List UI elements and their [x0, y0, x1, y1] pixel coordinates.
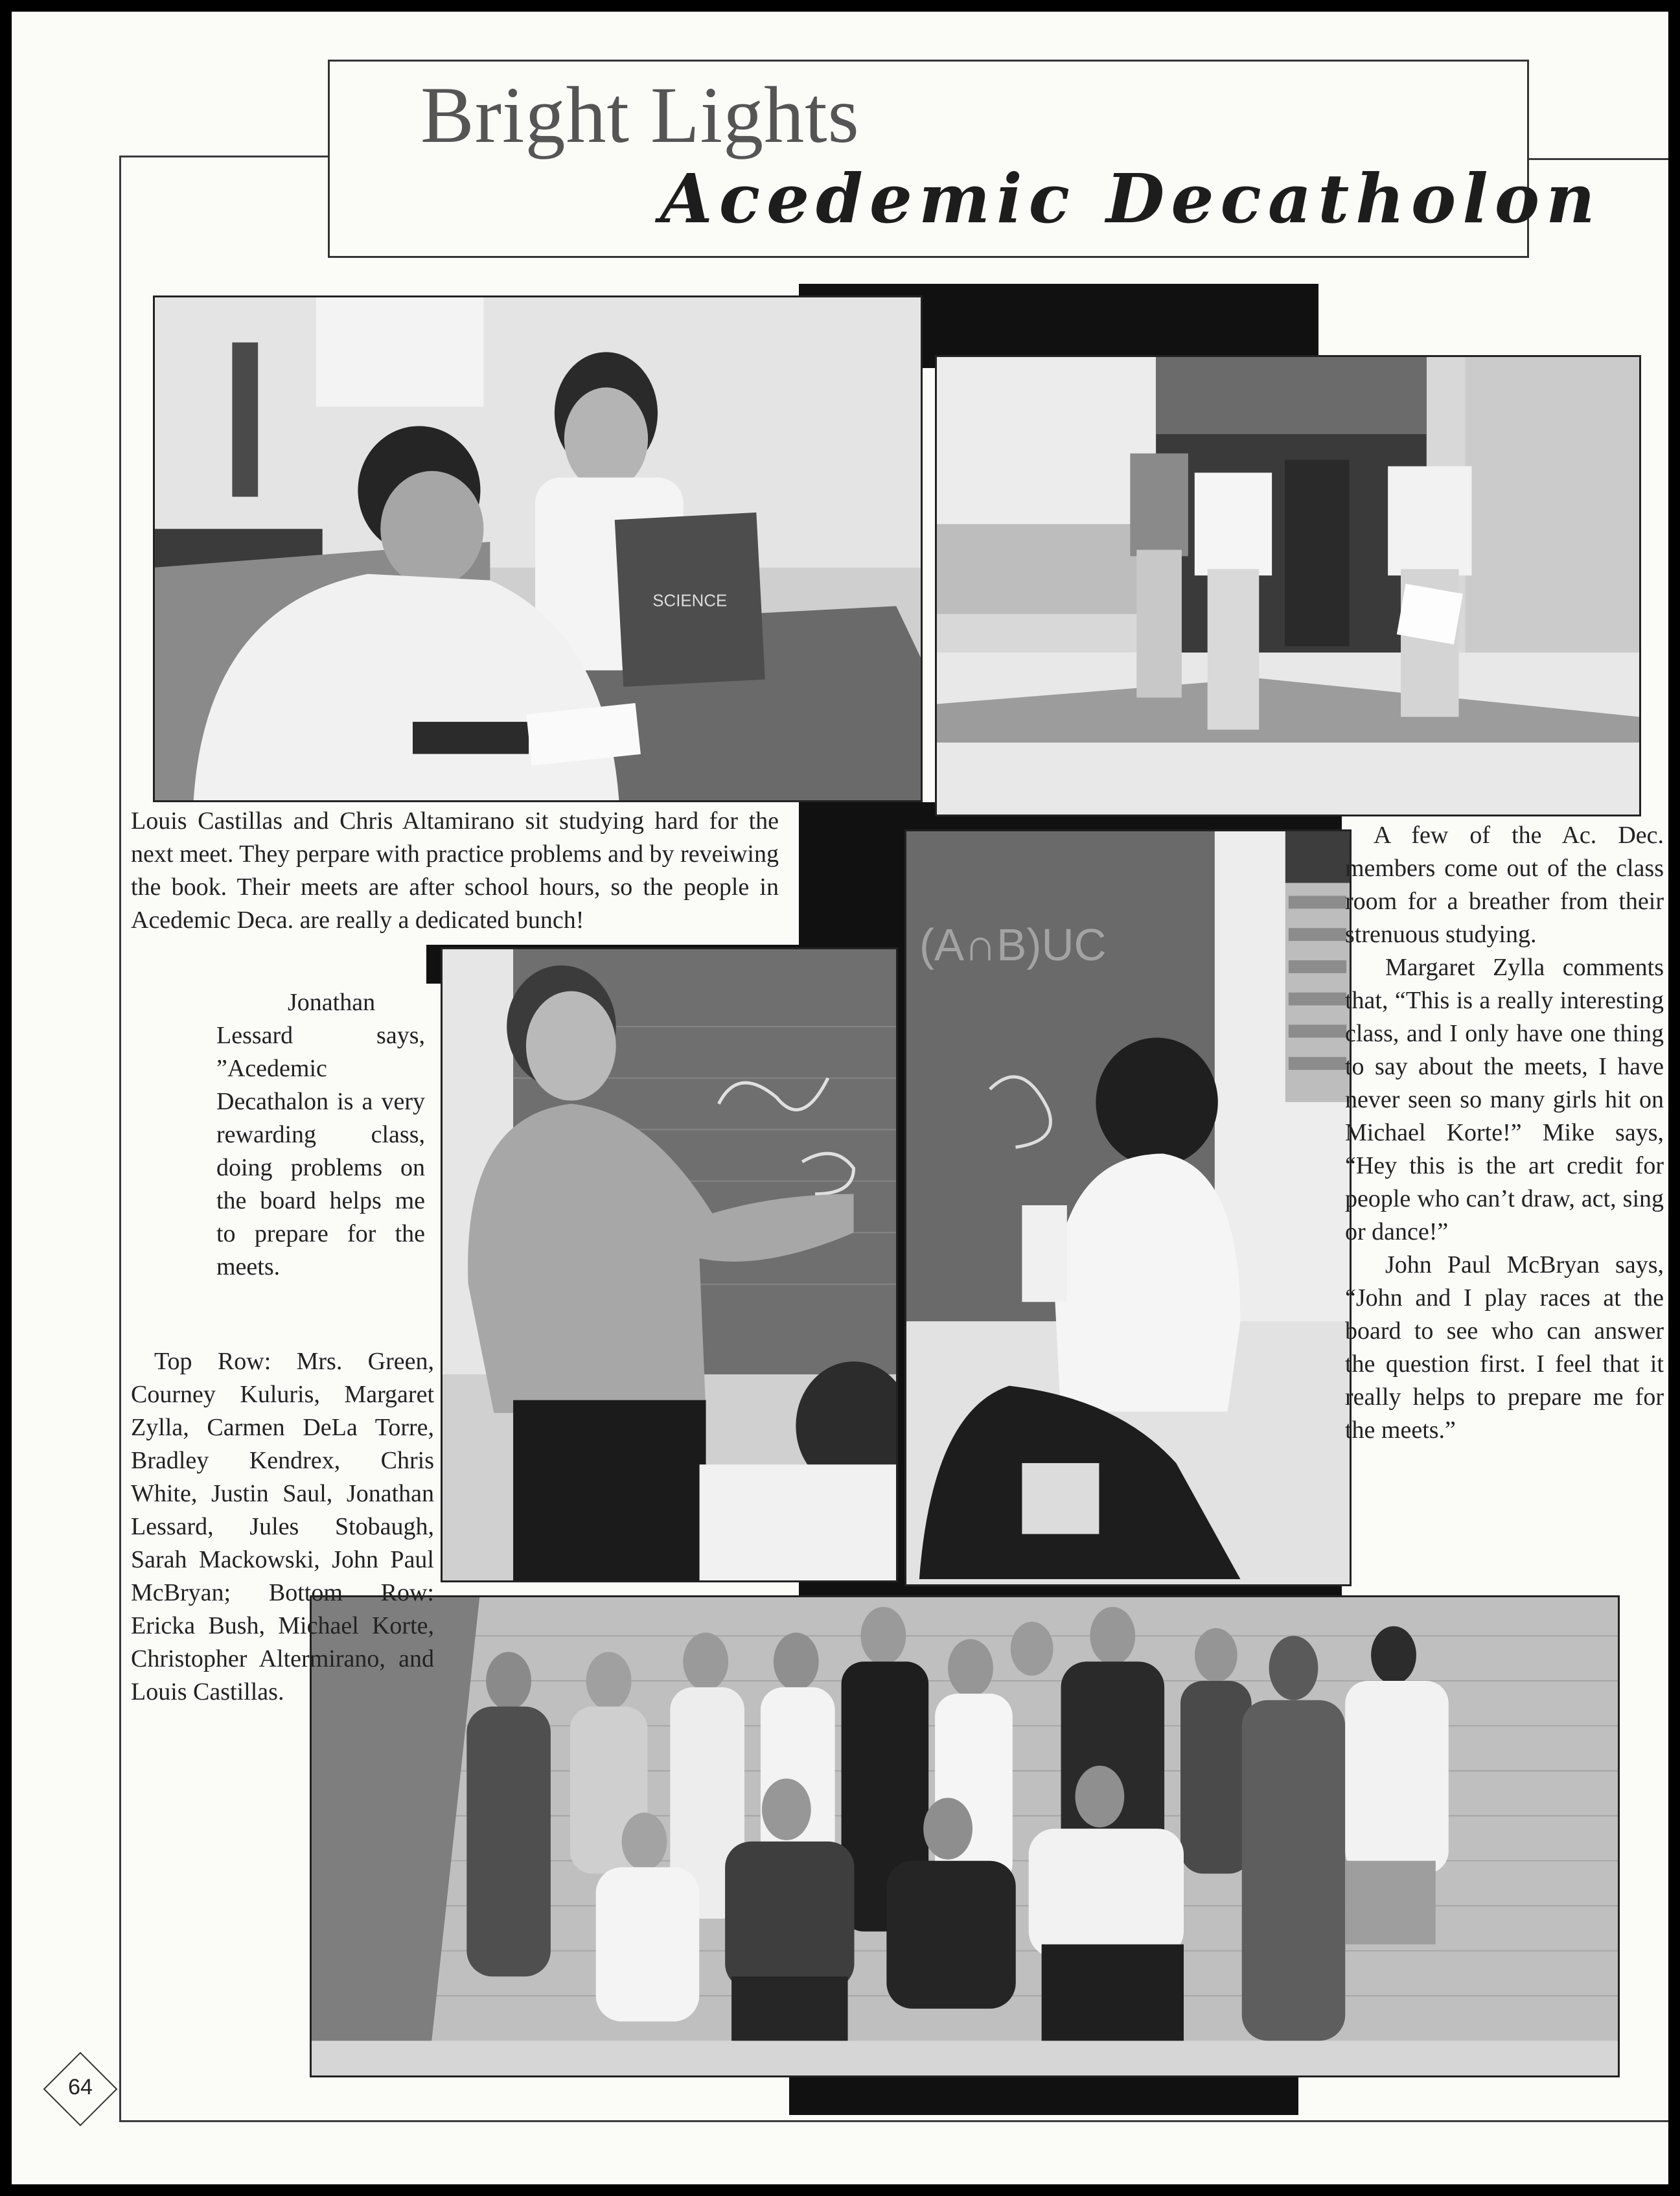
- book-cover-text: SCIENCE: [652, 592, 728, 610]
- quote-jonathan-lessard: Jonathan Lessard says, ”Acedemic Decathalon is a very rewarding class, doing problems on the board helps me to prepare for the meets.: [216, 989, 425, 1280]
- photo-student-at-board: [441, 947, 898, 1582]
- page-subtitle: Acedemic Decatholon: [660, 159, 1602, 238]
- photo-students-studying: [153, 295, 923, 802]
- quote-margaret-zylla: Margaret Zylla comments that, “This is a really interesting class, and I only have one thing to say about the meets, I have never seen so many girls hit on Michael Korte!” Mike says, “Hey this is the art credit for people who can’t draw, act, sing or dance!”: [1345, 954, 1664, 1245]
- caption-right-column: [1345, 819, 1664, 1447]
- caption-group-names: Top Row: Mrs. Green, Courney Kuluris, Margaret Zylla, Carmen DeLa Torre, Bradley Kendrex, Chris White, Justin Saul, Jonathan Lessard, Jules Stobaugh, Sarah Mackowski, John Paul McBryan; Bottom Row: Ericka Bush, Michael Korte, Christopher Altermirano, and Louis Castillas.: [131, 1348, 434, 1705]
- svg-text:(A∩B)UC: (A∩B)UC: [919, 919, 1107, 970]
- frame-left-line: [119, 156, 121, 2122]
- photo-group: [310, 1595, 1620, 2077]
- caption-outside: A few of the Ac. Dec. members come out of the class room for a breather from their strenuous studying.: [1345, 822, 1664, 948]
- caption-studying: Louis Castillas and Chris Altamirano sit studying hard for the next meet. They perpare with practice problems and by reveiwing the book. Their meets are after school hours, so the people in Acedemic Deca. are really a dedicated bunch!: [126, 802, 784, 938]
- quote-john-paul-mcbryan: John Paul McBryan says, “John and I play races at the board to see who can answer the question first. I feel that it really helps to prepare me for the meets.”: [1345, 1251, 1664, 1444]
- page-number: 64: [68, 2075, 93, 2099]
- yearbook-page: [12, 12, 1668, 2184]
- page-title: Bright Lights: [420, 71, 860, 159]
- page-number-badge: [41, 2050, 119, 2128]
- title-box: [328, 60, 1602, 258]
- photo-members-outside: [935, 355, 1641, 816]
- frame-bottom-line: [119, 2120, 1668, 2122]
- frame-top-line-left: [119, 156, 329, 157]
- photo-student-chalkboard-flag: [904, 829, 1352, 1586]
